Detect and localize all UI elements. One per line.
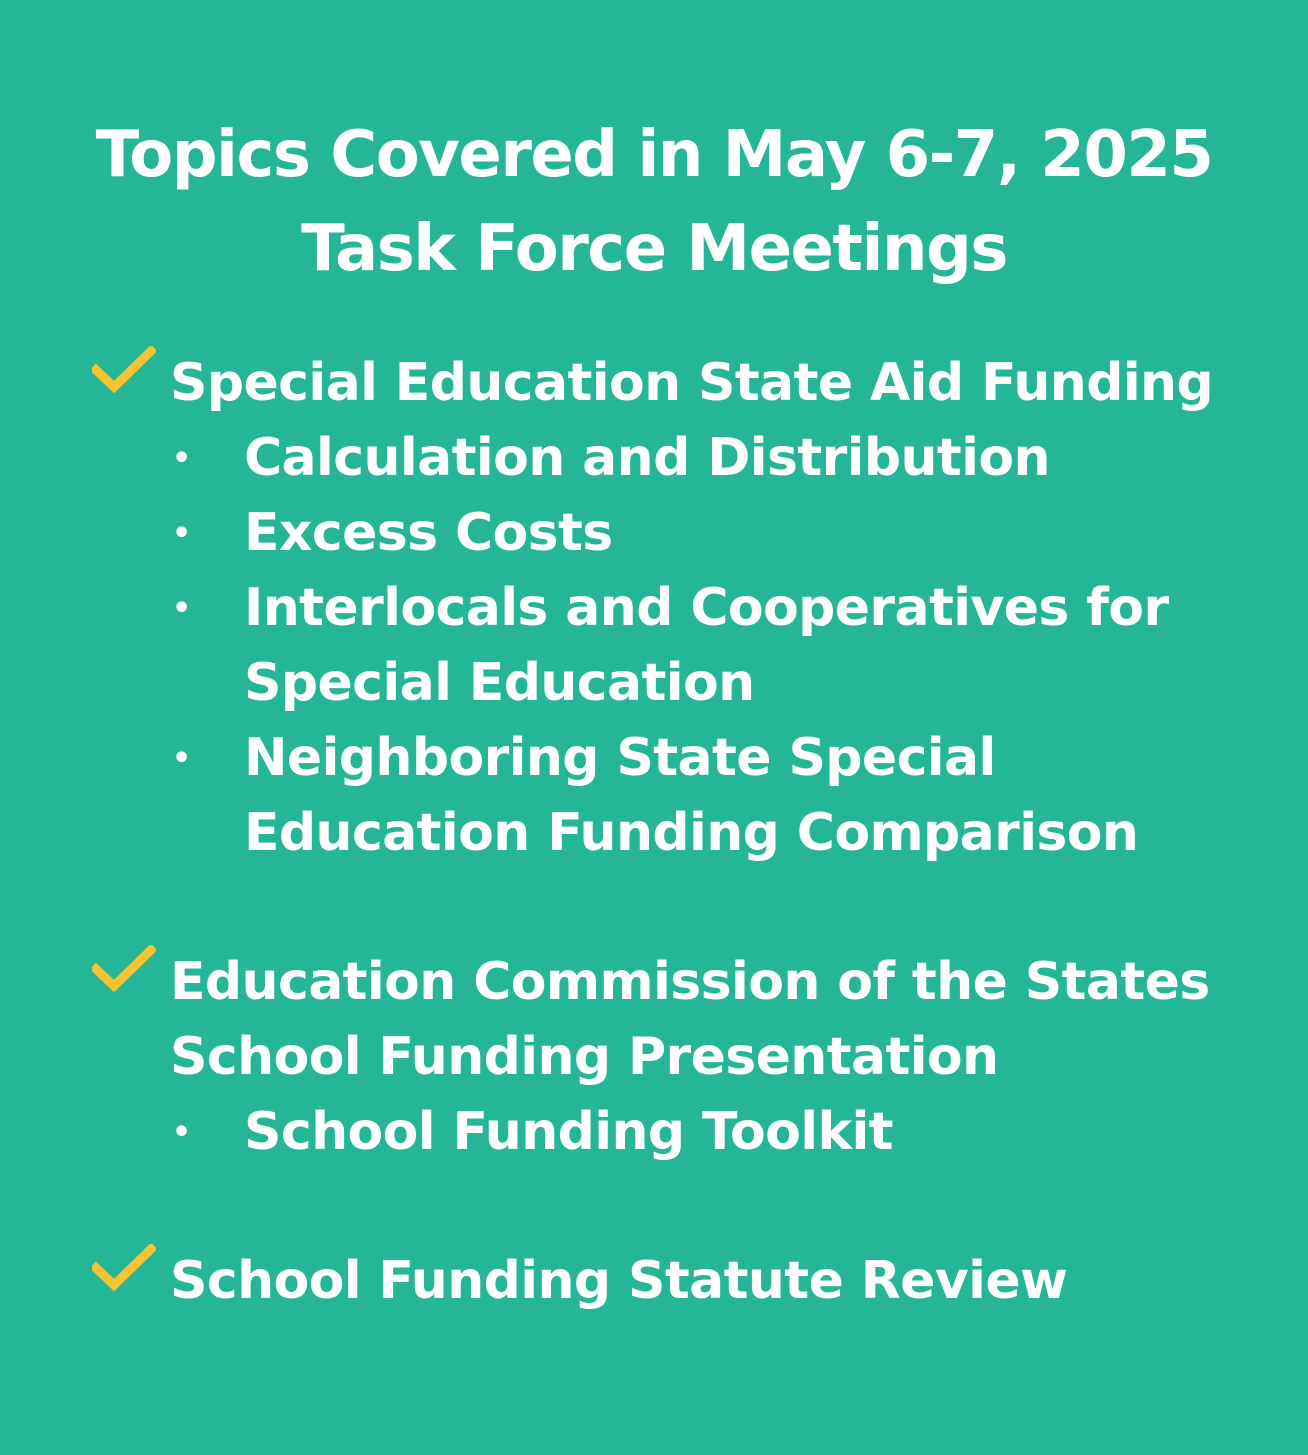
subtopic-line: Neighboring State Special (244, 728, 996, 788)
title-line-1: Topics Covered in May 6-7, 2025 (95, 118, 1213, 192)
subtopic-text (244, 721, 1138, 871)
subtopic-item (0, 421, 1308, 496)
subtopic-line: Calculation and Distribution (244, 428, 1050, 488)
page-title (0, 108, 1308, 296)
topic-heading-line: School Funding Statute Review (170, 1251, 1068, 1311)
topic-heading-line: School Funding Presentation (170, 1027, 999, 1087)
topic-heading-line: Special Education State Aid Funding (170, 353, 1214, 413)
bullet-icon: • (172, 741, 191, 776)
checkmark-icon (92, 1244, 156, 1292)
subtopic-item (0, 571, 1308, 721)
subtopic-line: Education Funding Comparison (244, 803, 1139, 863)
bullet-icon: • (172, 1115, 191, 1150)
subtopic-line: School Funding Toolkit (244, 1102, 893, 1162)
bullet-icon: • (172, 441, 191, 476)
subtopic-text (244, 496, 613, 571)
topic-heading (170, 945, 1210, 1095)
bullet-icon: • (172, 591, 191, 626)
subtopic-text (244, 1095, 893, 1170)
subtopic-text (244, 571, 1168, 721)
subtopic-item (0, 721, 1308, 871)
bullet-icon: • (172, 516, 191, 551)
subtopic-text (244, 421, 1050, 496)
subtopic-list (0, 421, 1308, 871)
subtopic-list (0, 1095, 1308, 1170)
subtopic-line: Special Education (244, 653, 755, 713)
checkmark-icon (92, 945, 156, 993)
title-line-2: Task Force Meetings (301, 212, 1007, 286)
topic-heading (170, 346, 1213, 421)
subtopic-line: Excess Costs (244, 503, 613, 563)
subtopic-item (0, 1095, 1308, 1170)
subtopic-line: Interlocals and Cooperatives for (244, 578, 1169, 638)
checkmark-icon (92, 346, 156, 394)
subtopic-item (0, 496, 1308, 571)
topic-heading (170, 1244, 1067, 1319)
topic-heading-line: Education Commission of the States (170, 952, 1210, 1012)
